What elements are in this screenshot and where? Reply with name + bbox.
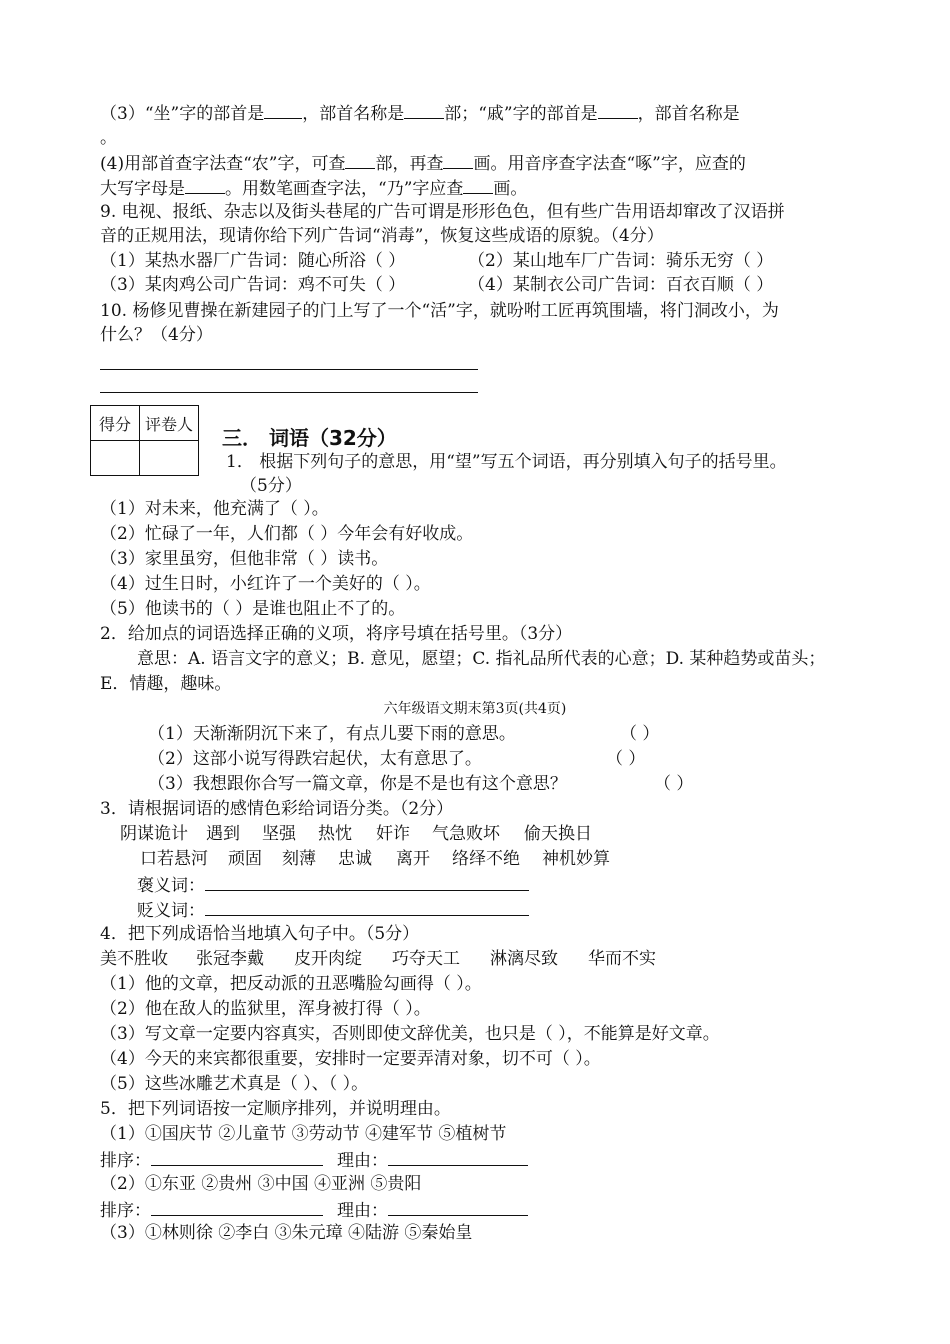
s3-q3-words2 (140, 847, 610, 871)
answer-blank[interactable] (345, 150, 375, 169)
order-label: 排序： (100, 1201, 151, 1221)
answer-blank[interactable] (264, 100, 302, 119)
grader-cell[interactable] (140, 441, 199, 476)
positive-label: 褒义词： (137, 876, 205, 896)
reason-blank[interactable] (388, 1197, 528, 1216)
q8-l3-text-b: ，部首名称是 (302, 104, 405, 124)
q8-l4-text-d: 大写字母是 (100, 179, 185, 199)
q8-l4-text-c: 画。用音序查字法查“啄”字，应查的 (473, 154, 746, 174)
reason-label: 理由： (337, 1201, 388, 1221)
q8-l3-period: 。 (100, 128, 117, 148)
section-title: 三． 词语（32分） (222, 426, 397, 450)
s3-q5-title: 5．把下列词语按一定顺序排列，并说明理由。 (100, 1099, 451, 1119)
word: 气急败坏 (432, 824, 500, 844)
q9-item1: （1）某热水器厂广告词：随心所浴（ ） (100, 251, 406, 271)
word: 偷天换日 (524, 824, 592, 844)
s3-q5-group3: （3）①林则徐 ②李白 ③朱元璋 ④陆游 ⑤秦始皇 (100, 1223, 473, 1243)
answer-blank[interactable] (598, 100, 638, 119)
word: 神机妙算 (542, 849, 610, 869)
q8-l3-text-d: ，部首名称是 (637, 104, 740, 124)
word: 络绎不绝 (452, 849, 520, 869)
word: 刻薄 (282, 849, 316, 869)
q8-l4-text-b: 部，再查 (375, 154, 444, 174)
score-box (90, 405, 199, 476)
s3-q5-answer2 (100, 1197, 528, 1223)
s3-q4-title: 4．把下列成语恰当地填入句子中。（5分） (100, 924, 420, 944)
s3-q4-words (100, 947, 656, 971)
negative-label: 贬义词： (137, 901, 205, 921)
q8-line4b (100, 175, 527, 201)
reason-label: 理由： (337, 1151, 388, 1171)
word: 张冠李戴 (196, 949, 264, 969)
q8-line4 (100, 150, 746, 176)
answer-blank[interactable] (185, 175, 225, 194)
s3-q3-title: 3．请根据词语的感情色彩给词语分类。（2分） (100, 799, 454, 819)
s3-q2-paren[interactable]: （ ） (606, 749, 646, 769)
word: 巧夺天工 (392, 949, 460, 969)
grader-label: 评卷人 (140, 406, 199, 441)
s3-q5-answer1 (100, 1147, 528, 1173)
q9-item2: （2）某山地车厂广告词：骑乐无穷（ ） (468, 251, 774, 271)
answer-blank[interactable] (463, 175, 493, 194)
q10-line1: 10. 杨修见曹操在新建园子的门上写了一个“活”字，就吩咐工匠再筑围墙，将门洞改小，为 (100, 301, 779, 321)
word: 离开 (396, 849, 430, 869)
s3-q2-item (148, 747, 482, 771)
order-blank[interactable] (151, 1147, 323, 1166)
answer-blank[interactable] (205, 897, 529, 916)
s3-q2-paren[interactable]: （ ） (620, 724, 660, 744)
answer-blank[interactable] (205, 872, 529, 891)
s3-q4-item: （4）今天的来宾都很重要，安排时一定要弄清对象，切不可（ ）。 (100, 1049, 601, 1069)
s3-q3-words1 (120, 822, 592, 846)
s3-q2-item (148, 722, 516, 746)
word: 忠诚 (338, 849, 372, 869)
q8-l3-text-c: 部；“戚”字的部首是 (444, 104, 598, 124)
q9-item3: （3）某肉鸡公司广告词：鸡不可失（ ） (100, 275, 406, 295)
word: 华而不实 (588, 949, 656, 969)
s3-q4-item: （5）这些冰雕艺术真是（ ）、（ ）。 (100, 1074, 369, 1094)
s3-q4-item: （2）他在敌人的监狱里，浑身被打得（ ）。 (100, 999, 431, 1019)
page-footer: 六年级语文期末第3页(共4页) (383, 701, 567, 717)
s3-q2-item-text: （3）我想跟你合写一篇文章，你是不是也有这个意思？ (148, 774, 567, 794)
reason-blank[interactable] (388, 1147, 528, 1166)
s3-q2-paren[interactable]: （ ） (654, 774, 694, 794)
s3-q1-item: （4）过生日时，小红许了一个美好的（ ）。 (100, 574, 431, 594)
score-label: 得分 (91, 406, 140, 441)
word: 遇到 (206, 824, 240, 844)
s3-q1-item: （2）忙碌了一年，人们都（ ）今年会有好收成。 (100, 524, 474, 544)
s3-q5-group2: （2）①东亚 ②贵州 ③中国 ④亚洲 ⑤贵阳 (100, 1174, 422, 1194)
word: 顽固 (228, 849, 262, 869)
s3-q2-def2: E．情趣，趣味。 (100, 674, 232, 694)
q8-l4-text-f: 画。 (493, 179, 528, 199)
s3-q2-item (148, 772, 567, 796)
word: 坚强 (262, 824, 296, 844)
q9-item4: （4）某制衣公司广告词：百衣百顺（ ） (468, 275, 774, 295)
q8-l3-text-a: （3）“坐”字的部首是 (100, 104, 265, 124)
answer-line[interactable] (100, 369, 478, 370)
s3-q1-item: （5）他读书的（ ）是谁也阻止不了的。 (100, 599, 406, 619)
word: 奸诈 (376, 824, 410, 844)
s3-q1-item: （1）对未来，他充满了（ ）。 (100, 499, 329, 519)
q10-line2: 什么？（4分） (100, 325, 213, 345)
s3-q1-line2: （5分） (240, 476, 302, 496)
score-cell[interactable] (91, 441, 140, 476)
s3-q4-item: （3）写文章一定要内容真实，否则即使文辞优美，也只是（ ），不能算是好文章。 (100, 1024, 720, 1044)
q8-line3-end (100, 126, 117, 150)
s3-q4-item: （1）他的文章，把反动派的丑恶嘴脸勾画得（ ）。 (100, 974, 482, 994)
s3-q2-item-text: （1）天渐渐阴沉下来了，有点儿要下雨的意思。 (148, 724, 516, 744)
q9-line2: 音的正规用法，现请你给下列广告词“消毒”，恢复这些成语的原貌。（4分） (100, 226, 664, 246)
s3-q2-title: 2．给加点的词语选择正确的义项，将序号填在括号里。（3分） (100, 624, 573, 644)
word: 热忱 (318, 824, 352, 844)
s3-q2-def1: 意思：A. 语言文字的意义；B. 意见，愿望；C. 指礼品所代表的心意；D. 某种趋势或苗头； (137, 649, 826, 669)
order-label: 排序： (100, 1151, 151, 1171)
word: 口若悬河 (140, 849, 208, 869)
s3-q3-positive (137, 872, 529, 898)
word: 淋漓尽致 (490, 949, 558, 969)
q8-l4-text-a: (4)用部首查字法查“农”字，可查 (100, 154, 346, 174)
word: 阴谋诡计 (120, 824, 188, 844)
q9-line1: 9. 电视、报纸、杂志以及街头巷尾的广告可谓是形形色色，但有些广告用语却窜改了汉语拼 (100, 202, 785, 222)
s3-q1-line1: 1． 根据下列句子的意思，用“望”写五个词语，再分别填入句子的括号里。 (226, 452, 787, 472)
order-blank[interactable] (151, 1197, 323, 1216)
s3-q5-group1: （1）①国庆节 ②儿童节 ③劳动节 ④建军节 ⑤植树节 (100, 1124, 507, 1144)
s3-q3-negative (137, 897, 529, 923)
s3-q1-item: （3）家里虽穷，但他非常（ ）读书。 (100, 549, 389, 569)
q8-line3 (100, 100, 740, 126)
word: 美不胜收 (100, 949, 168, 969)
q8-l4-text-e: 。用数笔画查字法，“乃”字应查 (225, 179, 464, 199)
answer-line[interactable] (100, 392, 478, 393)
word: 皮开肉绽 (294, 949, 362, 969)
answer-blank[interactable] (404, 100, 444, 119)
s3-q2-item-text: （2）这部小说写得跌宕起伏，太有意思了。 (148, 749, 482, 769)
answer-blank[interactable] (443, 150, 473, 169)
